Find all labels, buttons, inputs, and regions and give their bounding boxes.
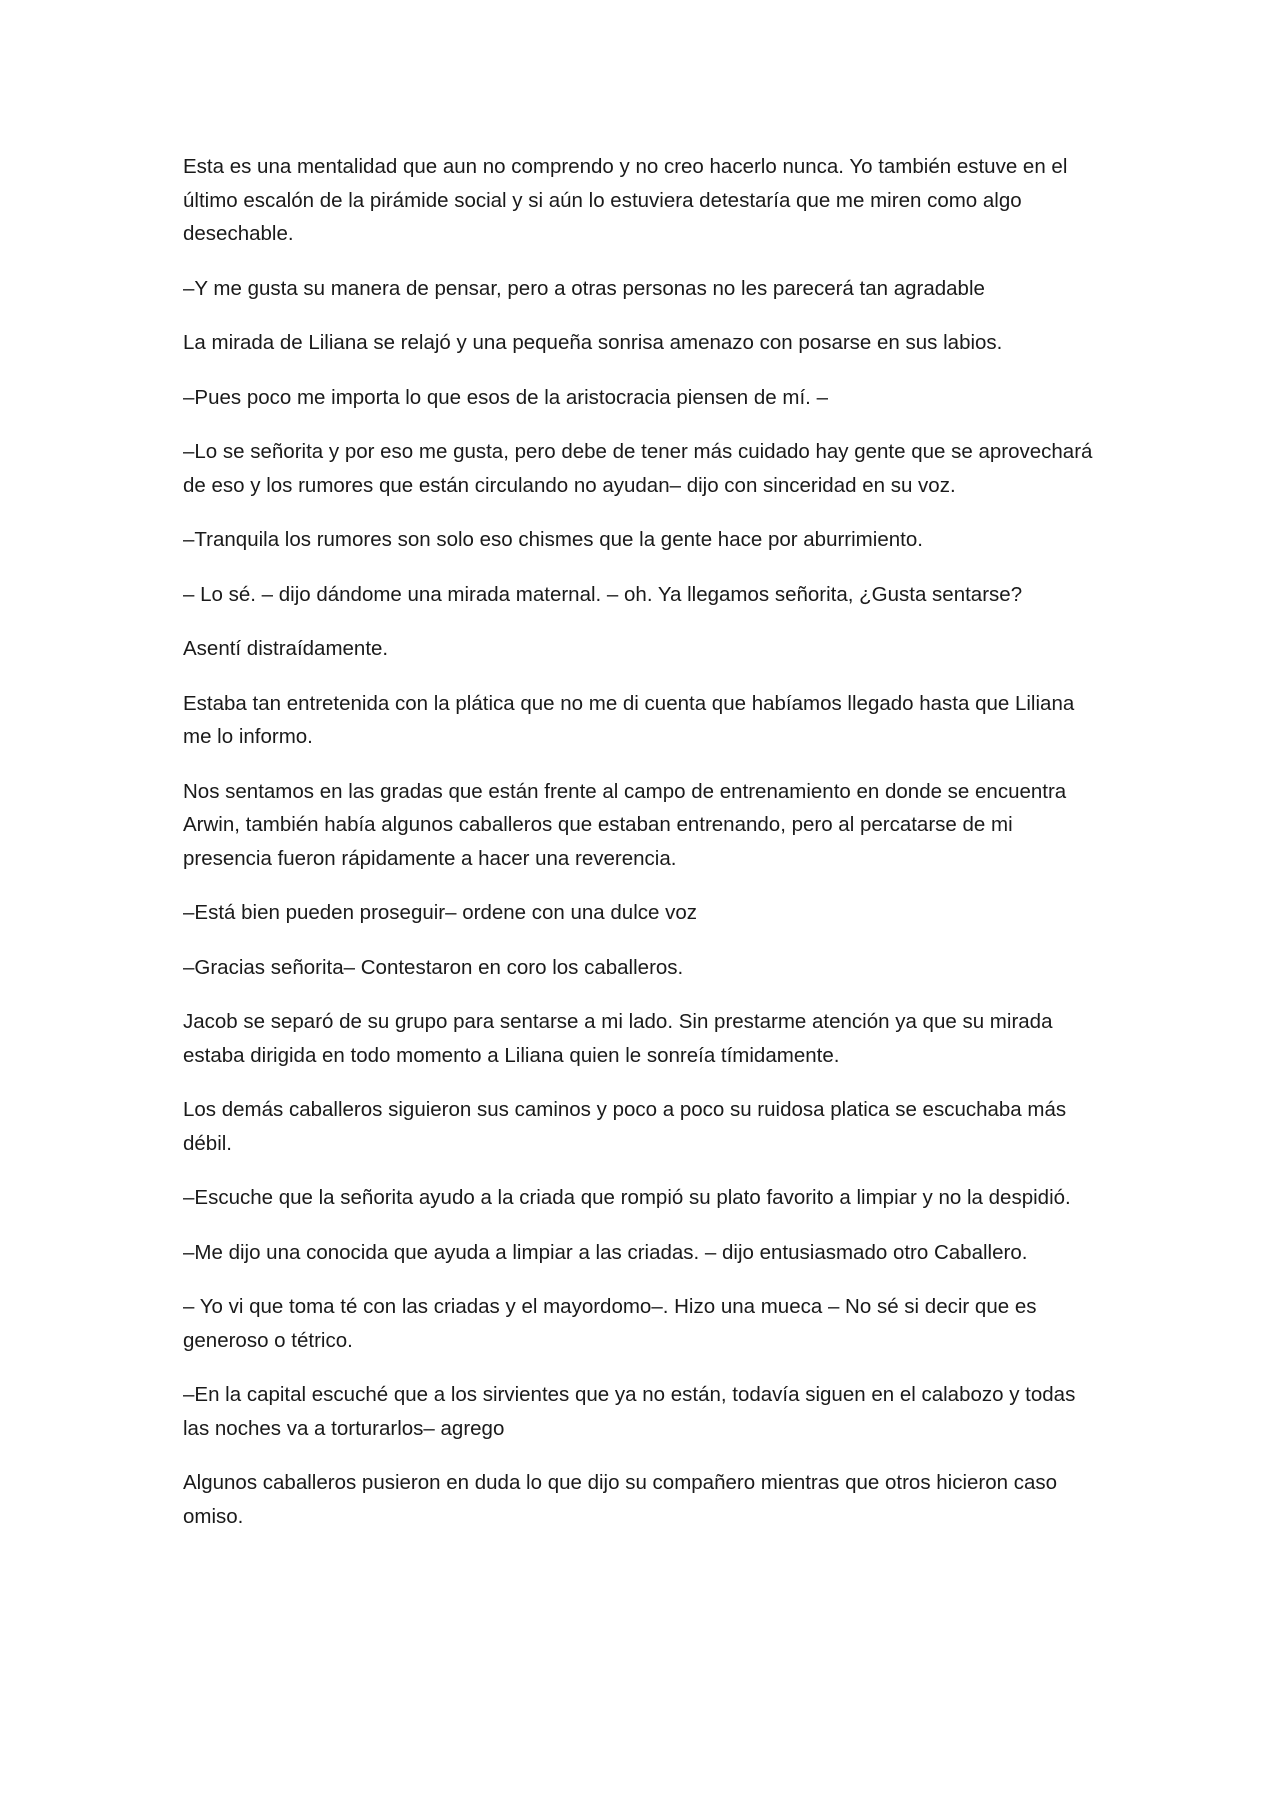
paragraph: La mirada de Liliana se relajó y una pequeña sonrisa amenazo con posarse en sus labios. — [183, 331, 1003, 354]
paragraph: Los demás caballeros siguieron sus caminos y poco a poco su ruidosa platica se escuchaba más débil. — [183, 1098, 1067, 1155]
paragraph: –Y me gusta su manera de pensar, pero a otras personas no les parecerá tan agradable — [183, 276, 985, 300]
paragraph: Estaba tan entretenida con la plática que no me di cuenta que habíamos llegado hasta que Liliana me lo informo. — [183, 691, 1075, 748]
paragraph: –Pues poco me importa lo que esos de la aristocracia piensen de mí. – — [183, 385, 828, 409]
paragraph: –Gracias señorita– Contestaron en coro los caballeros. — [183, 955, 684, 979]
paragraph: Jacob se separó de su grupo para sentarse a mi lado. Sin prestarme atención ya que su mirada estaba dirigida en todo momento a Liliana quien le sonreía tímidamente. — [183, 1010, 1053, 1067]
paragraph: –En la capital escuché que a los sirvientes que ya no están, todavía siguen en el calabozo y todas las noches va a torturarlos– agrego — [183, 1383, 1076, 1440]
paragraph: –Está bien pueden proseguir– ordene con una dulce voz — [183, 901, 698, 924]
paragraph: Asentí distraídamente. — [183, 637, 389, 660]
paragraph: –Lo se señorita y por eso me gusta, pero debe de tener más cuidado hay gente que se aprovechará de eso y los rumores que están circulando no ayudan– dijo con sinceridad en su voz. — [183, 440, 1093, 497]
paragraph: –Escuche que la señorita ayudo a la criada que rompió su plato favorito a limpiar y no la despidió. — [183, 1186, 1071, 1209]
paragraph: –Tranquila los rumores son solo eso chismes que la gente hace por aburrimiento. — [183, 528, 923, 551]
paragraph: Nos sentamos en las gradas que están frente al campo de entrenamiento en donde se encuentra Arwin, también había algunos caballeros que estaban entrenando, pero al percatarse de mi presencia fueron rápidamente a hacer una reverencia. — [183, 779, 1067, 870]
paragraph: – Yo vi que toma té con las criadas y el mayordomo–. Hizo una mueca – No sé si decir que es generoso o tétrico. — [183, 1295, 1037, 1352]
document-body — [183, 150, 1101, 1554]
paragraph: –Me dijo una conocida que ayuda a limpiar a las criadas. – dijo entusiasmado otro Caballero. — [183, 1240, 1028, 1264]
paragraph: – Lo sé. – dijo dándome una mirada maternal. – oh. Ya llegamos señorita, ¿Gusta sentarse? — [183, 582, 1023, 606]
paragraph: Algunos caballeros pusieron en duda lo que dijo su compañero mientras que otros hicieron caso omiso. — [183, 1471, 1058, 1528]
paragraph: Esta es una mentalidad que aun no comprendo y no creo hacerlo nunca. Yo también estuve en el último escalón de la pirámide social y si aún lo estuviera detestaría que me miren como algo desechable. — [183, 155, 1068, 245]
